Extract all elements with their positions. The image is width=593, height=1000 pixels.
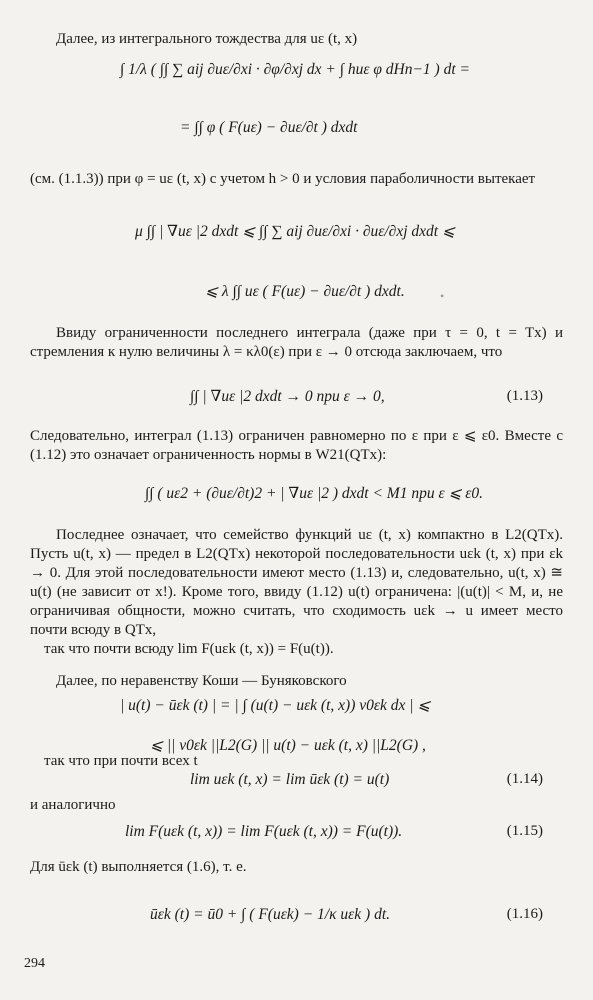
equation-number: (1.15) [506, 823, 543, 839]
paragraph-norm: Следовательно, интеграл (1.13) ограничен равномерно по ε при ε ⩽ ε0. Вместе с (1.12) это означает ограниченность нормы в W21(QTx): [30, 428, 563, 463]
paragraph-similarly: и аналогично [30, 797, 116, 813]
stray-mark: • [440, 289, 445, 303]
equation-cauchy-line-1: | u(t) − ūεk (t) | = | ∫ (u(t) − uεk (t, x)) v0εk dx | ⩽ [120, 697, 431, 714]
equation-1-15: lim F(uεk (t, x)) = lim F(uεk (t, x)) = F(u(t)). (1.15) [125, 823, 543, 840]
equation-norm-bound: ∫∫ ( uε2 + (∂uε/∂t)2 + | ∇uε |2 ) dxdt < M1 при ε ⩽ ε0. [145, 485, 484, 502]
equation-1-16: ūεk (t) = ū0 + ∫ ( F(uεk) − 1/κ uεk ) dt. (1.16) [150, 906, 543, 923]
equation-number: (1.13) [506, 388, 543, 404]
paragraph-intro: Далее, из интегрального тождества для uε (t, x) [56, 31, 358, 47]
paragraph-boundedness: Ввиду ограниченности последнего интеграла (даже при τ = 0, t = Tx) и стремления к нулю величины λ = κλ0(ε) при ε → 0 отсюда заключаем, что [30, 325, 563, 360]
equation-1-line-2: = ∫∫ φ ( F(uε) − ∂uε/∂t ) dxdt [180, 119, 358, 136]
equation-2-line-2: ⩽ λ ∫∫ uε ( F(uε) − ∂uε/∂t ) dxdt. [205, 283, 405, 300]
equation-number: (1.14) [506, 771, 543, 787]
paragraph-almost-everywhere: так что почти всюду lim F(uεk (t, x)) = F(u(t)). [44, 641, 334, 657]
equation-number: (1.16) [506, 906, 543, 922]
equation-2-line-1: μ ∫∫ | ∇uε |2 dxdt ⩽ ∫∫ ∑ aij ∂uε/∂xi · ∂uε/∂xj dxdt ⩽ [135, 223, 455, 240]
paragraph-almost-all-t: так что при почти всех t [44, 753, 198, 769]
equation-1-14: lim uεk (t, x) = lim ūεk (t) = u(t) (1.14) [190, 771, 543, 788]
page-number: 294 [24, 956, 45, 971]
equation-1-13: ∫∫ | ∇uε |2 dxdt → 0 при ε → 0, (1.13) [190, 388, 543, 405]
paragraph-cauchy: Далее, по неравенству Коши — Буняковского [56, 673, 347, 689]
equation-cauchy-line-2: ⩽ || v0εk ||L2(G) || u(t) − uεk (t, x) ||L2(G) , [150, 737, 426, 754]
paragraph-for-u-bar: Для ūεk (t) выполняется (1.6), т. е. [30, 859, 247, 875]
paragraph-compactness: Последнее означает, что семейство функций uε (t, x) компактно в L2(QTx). Пусть u(t, x) — предел в L2(QTx) некоторой последовательности uεk (t, x) при εk → 0. Для этой последовательности имеют место (1.13) и, следовательно, u(t, x) ≅ u(t) (не зависит от x!). Кроме того, ввиду (1.12) u(t) ограничена: |(u(t)| < M, и, не ограничивая общности, можно считать, что сходимость uεk → u имеет место почти всюду в QTx, [30, 527, 563, 638]
paragraph-parabolicity: (см. (1.1.3)) при φ = uε (t, x) с учетом h > 0 и условия параболичности вытекает [30, 171, 536, 187]
equation-1-line-1: ∫ 1/λ ( ∫∫ ∑ aij ∂uε/∂xi · ∂φ/∂xj dx + ∫ huε φ dHn−1 ) dt = [120, 61, 470, 78]
